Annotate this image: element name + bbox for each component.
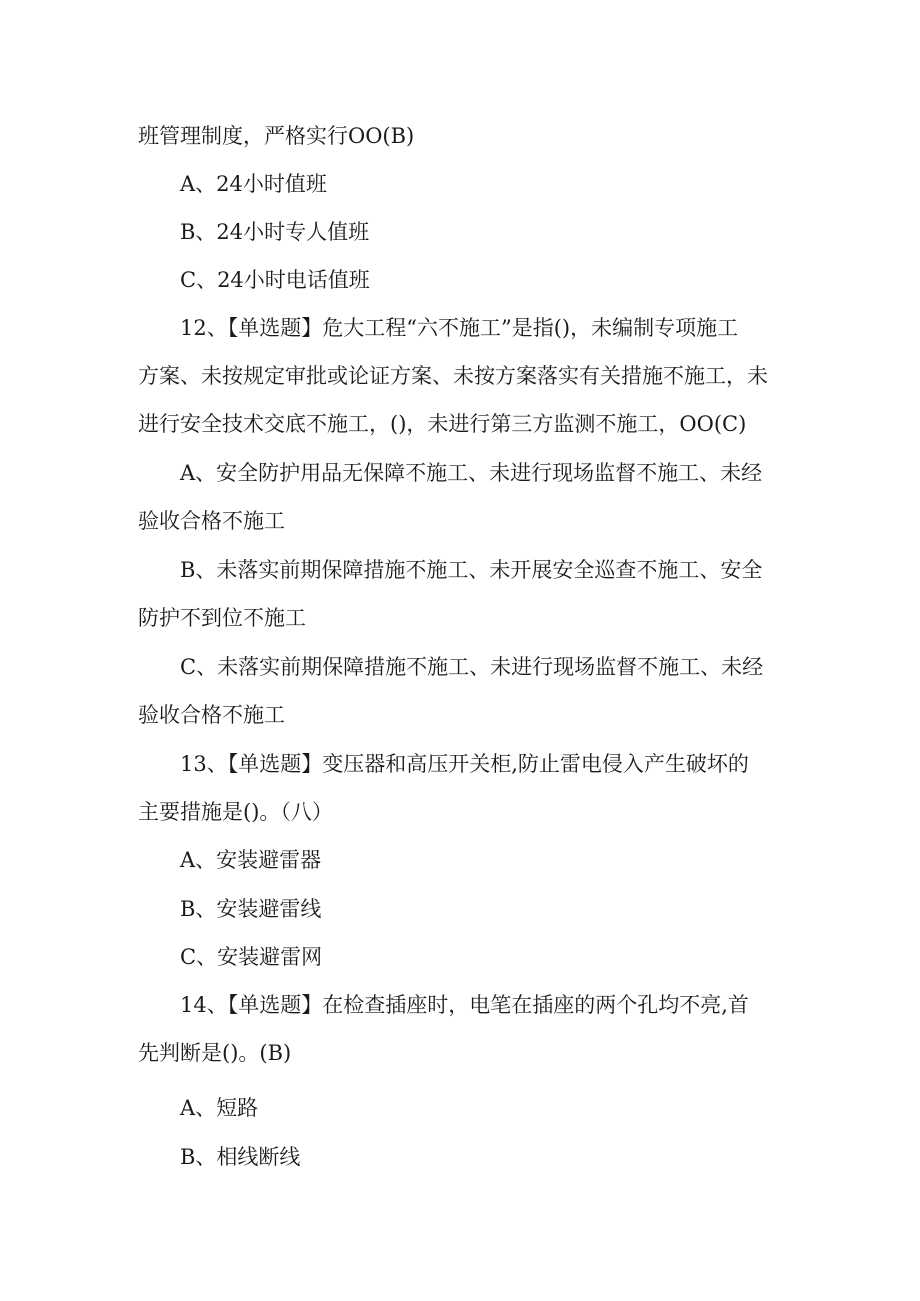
q12-option-a-line-2: 验收合格不施工: [138, 509, 285, 533]
q12-option-a-line-1: A、安全防护用品无保障不施工、未进行现场监督不施工、未经: [180, 461, 763, 485]
q12-question-line-3: 进行安全技术交底不施工，()，未进行第三方监测不施工，OO(C): [138, 412, 747, 436]
q12-option-b-line-2: 防护不到位不施工: [138, 606, 306, 630]
q13-question-line-1: 13、【单选题】变压器和高压开关柜,防止雷电侵入产生破坏的: [180, 752, 749, 776]
q12-option-c-line-1: C、未落实前期保障措施不施工、未进行现场监督不施工、未经: [180, 655, 764, 679]
q13-option-a: A、安装避雷器: [180, 848, 322, 872]
q11-option-a: A、24小时值班: [180, 172, 327, 196]
q14-question-line-1: 14、【单选题】在检查插座时，电笔在插座的两个孔均不亮,首: [180, 993, 749, 1017]
q12-option-b-line-1: B、未落实前期保障措施不施工、未开展安全巡查不施工、安全: [180, 558, 763, 582]
q12-question-line-1: 12、【单选题】危大工程“六不施工”是指()，未编制专项施工: [180, 316, 739, 340]
q11-option-c: C、24小时电话值班: [180, 268, 370, 292]
q14-option-a: A、短路: [180, 1096, 259, 1120]
q14-question-line-2: 先判断是()。(B): [138, 1041, 292, 1065]
q13-question-line-2: 主要措施是()。（八）: [138, 800, 333, 824]
q13-option-b: B、安装避雷线: [180, 897, 322, 921]
q11-continuation: 班管理制度，严格实行OO(B): [138, 124, 415, 148]
q11-option-b: B、24小时专人值班: [180, 220, 370, 244]
q12-option-c-line-2: 验收合格不施工: [138, 703, 285, 727]
q13-option-c: C、安装避雷网: [180, 945, 323, 969]
q12-question-line-2: 方案、未按规定审批或论证方案、未按方案落实有关措施不施工，未: [138, 364, 768, 388]
q14-option-b: B、相线断线: [180, 1145, 301, 1169]
